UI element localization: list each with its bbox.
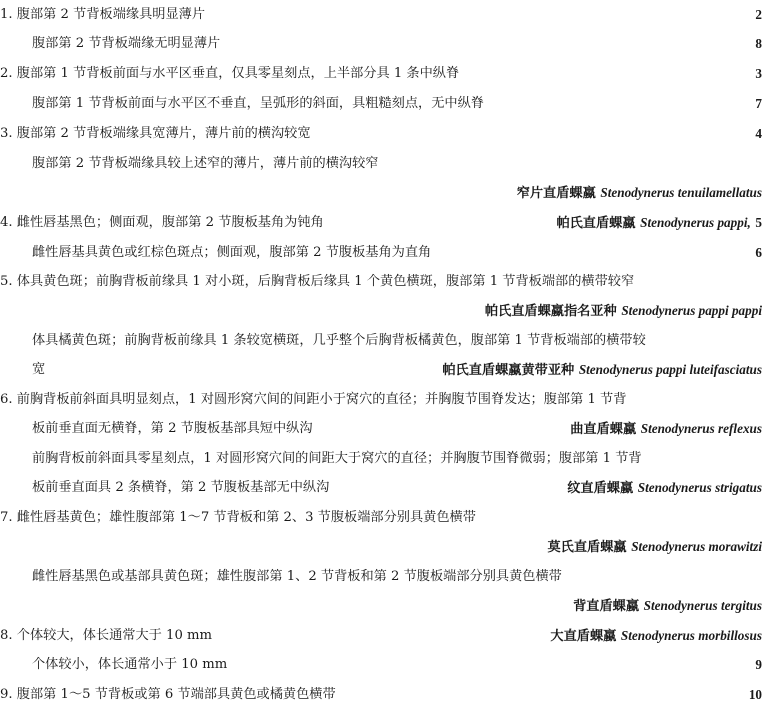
species-scientific-name: Stenodynerus tergitus xyxy=(643,597,762,613)
couplet-goto: 3 xyxy=(755,66,762,81)
couplet-5a xyxy=(0,269,762,295)
couplet-number: 4. xyxy=(0,215,13,230)
leader-dots xyxy=(233,652,749,678)
couplet-goto: 6 xyxy=(755,245,762,260)
couplet-9a xyxy=(0,682,762,708)
couplet-goto: 5 xyxy=(755,214,762,230)
couplet-text: 前胸背板前斜面具明显刻点，1 对圆形窝穴间的间距小于窝穴的直径；并胸腹节围脊发达；腹部第 1 节背 xyxy=(16,392,627,407)
couplet-text-continued: 宽 xyxy=(32,362,46,377)
couplet-text: 前胸背板前斜面具零星刻点，1 对圆形窝穴间的间距大于窝穴的直径；并胸腹节围脊微弱；腹部第 1 节背 xyxy=(32,451,642,466)
couplet-7b xyxy=(32,564,762,590)
couplet-number: 6. xyxy=(0,392,13,407)
species-scientific-name: Stenodynerus strigatus xyxy=(637,479,762,495)
couplet-text: 腹部第 2 节背板端缘具较上述窄的薄片，薄片前的横沟较窄 xyxy=(32,156,379,171)
couplet-goto: 7 xyxy=(755,96,762,111)
leader-dots xyxy=(40,180,511,206)
species-scientific-name: Stenodynerus pappi, xyxy=(640,214,751,230)
couplet-5a-result xyxy=(40,298,762,324)
couplet-number: 9. xyxy=(0,687,13,702)
couplet-text: 腹部第 2 节背板端缘具明显薄片 xyxy=(16,7,206,22)
subspecies-chinese-name: 帕氏直盾蜾蠃黄带亚种 xyxy=(442,362,575,378)
leader-dots xyxy=(40,593,567,619)
couplet-1b xyxy=(32,31,762,57)
couplet-text: 雌性唇基黑色或基部具黄色斑；雄性腹部第 1、2 节背板和第 2 节腹板端部分别具黄色横带 xyxy=(32,569,562,584)
couplet-text: 雌性唇基黄色；雄性腹部第 1～7 节背板和第 2、3 节腹板端部分别具黄色横带 xyxy=(16,510,476,525)
leader-dots xyxy=(317,121,750,147)
leader-dots xyxy=(335,475,561,501)
couplet-text: 个体较小，体长通常小于 10 mm xyxy=(32,657,228,672)
leader-dots xyxy=(330,210,551,236)
couplet-5b-result xyxy=(32,357,762,383)
couplet-6a-result xyxy=(32,416,762,442)
couplet-5b xyxy=(32,328,762,354)
leader-dots xyxy=(51,357,436,383)
leader-dots xyxy=(319,416,565,442)
subspecies-scientific-name: Stenodynerus pappi pappi xyxy=(621,302,762,318)
subspecies-chinese-name: 帕氏直盾蜾蠃指名亚种 xyxy=(484,303,617,319)
leader-dots xyxy=(490,91,749,117)
couplet-6a xyxy=(0,387,762,413)
couplet-4a xyxy=(0,210,762,236)
species-scientific-name: Stenodynerus morawitzi xyxy=(631,538,762,554)
leader-dots xyxy=(465,61,749,87)
species-scientific-name: Stenodynerus morbillosus xyxy=(620,627,762,643)
couplet-text-continued: 板前垂直面无横脊，第 2 节腹板基部具短中纵沟 xyxy=(32,421,313,436)
couplet-text: 腹部第 2 节背板端缘具宽薄片，薄片前的横沟较宽 xyxy=(16,126,311,141)
couplet-text: 腹部第 2 节背板端缘无明显薄片 xyxy=(32,36,221,51)
couplet-goto: 4 xyxy=(755,126,762,141)
couplet-3b xyxy=(32,151,762,177)
couplet-7b-result xyxy=(40,593,762,619)
species-chinese-name: 帕氏直盾蜾蠃 xyxy=(556,215,636,231)
couplet-number: 2. xyxy=(0,66,13,81)
leader-dots xyxy=(342,682,743,708)
leader-dots xyxy=(40,298,479,324)
couplet-6b-result xyxy=(32,475,762,501)
couplet-text: 体具黄色斑；前胸背板前缘具 1 对小斑，后胸背板后缘具 1 个黄色横斑，腹部第 1 节背板端部的横带较窄 xyxy=(16,274,635,289)
couplet-goto: 8 xyxy=(755,36,762,51)
species-chinese-name: 背直盾蜾蠃 xyxy=(573,598,640,614)
couplet-7a-result xyxy=(40,534,762,560)
leader-dots xyxy=(384,151,756,177)
couplet-number: 7. xyxy=(0,510,13,525)
couplet-2b xyxy=(32,91,762,117)
couplet-3b-result xyxy=(40,180,762,206)
species-chinese-name: 莫氏直盾蜾蠃 xyxy=(547,539,627,555)
couplet-text: 雌性唇基具黄色或红棕色斑点；侧面观，腹部第 2 节腹板基角为直角 xyxy=(32,245,432,260)
species-chinese-name: 曲直盾蜾蠃 xyxy=(570,421,637,437)
leader-dots xyxy=(218,623,544,649)
couplet-number: 5. xyxy=(0,274,13,289)
couplet-text: 腹部第 1 节背板前面与水平区垂直，仅具零星刻点，上半部分具 1 条中纵脊 xyxy=(16,66,460,81)
couplet-goto: 2 xyxy=(755,7,762,22)
couplet-goto: 10 xyxy=(748,687,762,702)
species-chinese-name: 大直盾蜾蠃 xyxy=(550,628,617,644)
species-chinese-name: 窄片直盾蜾蠃 xyxy=(516,185,596,201)
leader-dots xyxy=(568,564,756,590)
couplet-4b xyxy=(32,240,762,266)
leader-dots xyxy=(482,505,756,531)
couplet-8a xyxy=(0,623,762,649)
couplet-number: 3. xyxy=(0,126,13,141)
species-scientific-name: Stenodynerus tenuilamellatus xyxy=(600,184,762,200)
couplet-goto: 9 xyxy=(755,657,762,672)
species-chinese-name: 纹直盾蜾蠃 xyxy=(567,480,634,496)
couplet-text: 体具橘黄色斑；前胸背板前缘具 1 条较宽横斑，几乎整个后胸背板橘黄色，腹部第 1 节背板端部的横带较 xyxy=(32,333,646,348)
couplet-7a xyxy=(0,505,762,531)
couplet-6b xyxy=(32,446,762,472)
couplet-text: 腹部第 1～5 节背板或第 6 节端部具黄色或橘黄色横带 xyxy=(16,687,336,702)
species-scientific-name: Stenodynerus reflexus xyxy=(640,420,762,436)
couplet-text: 腹部第 1 节背板前面与水平区不垂直，呈弧形的斜面，具粗糙刻点，无中纵脊 xyxy=(32,96,484,111)
leader-dots xyxy=(226,31,749,57)
leader-dots xyxy=(211,2,749,28)
leader-dots xyxy=(437,240,749,266)
couplet-text-continued: 板前垂直面具 2 条横脊，第 2 节腹板基部无中纵沟 xyxy=(32,480,330,495)
subspecies-scientific-name: Stenodynerus pappi luteifasciatus xyxy=(578,361,762,377)
couplet-1a xyxy=(0,2,762,28)
leader-dots xyxy=(40,534,541,560)
couplet-text: 雌性唇基黑色；侧面观，腹部第 2 节腹板基角为钝角 xyxy=(16,215,324,230)
couplet-3a xyxy=(0,121,762,147)
couplet-number: 1. xyxy=(0,7,13,22)
couplet-text: 个体较大，体长通常大于 10 mm xyxy=(16,628,213,643)
couplet-number: 8. xyxy=(0,628,13,643)
couplet-2a xyxy=(0,61,762,87)
couplet-8b xyxy=(32,652,762,678)
